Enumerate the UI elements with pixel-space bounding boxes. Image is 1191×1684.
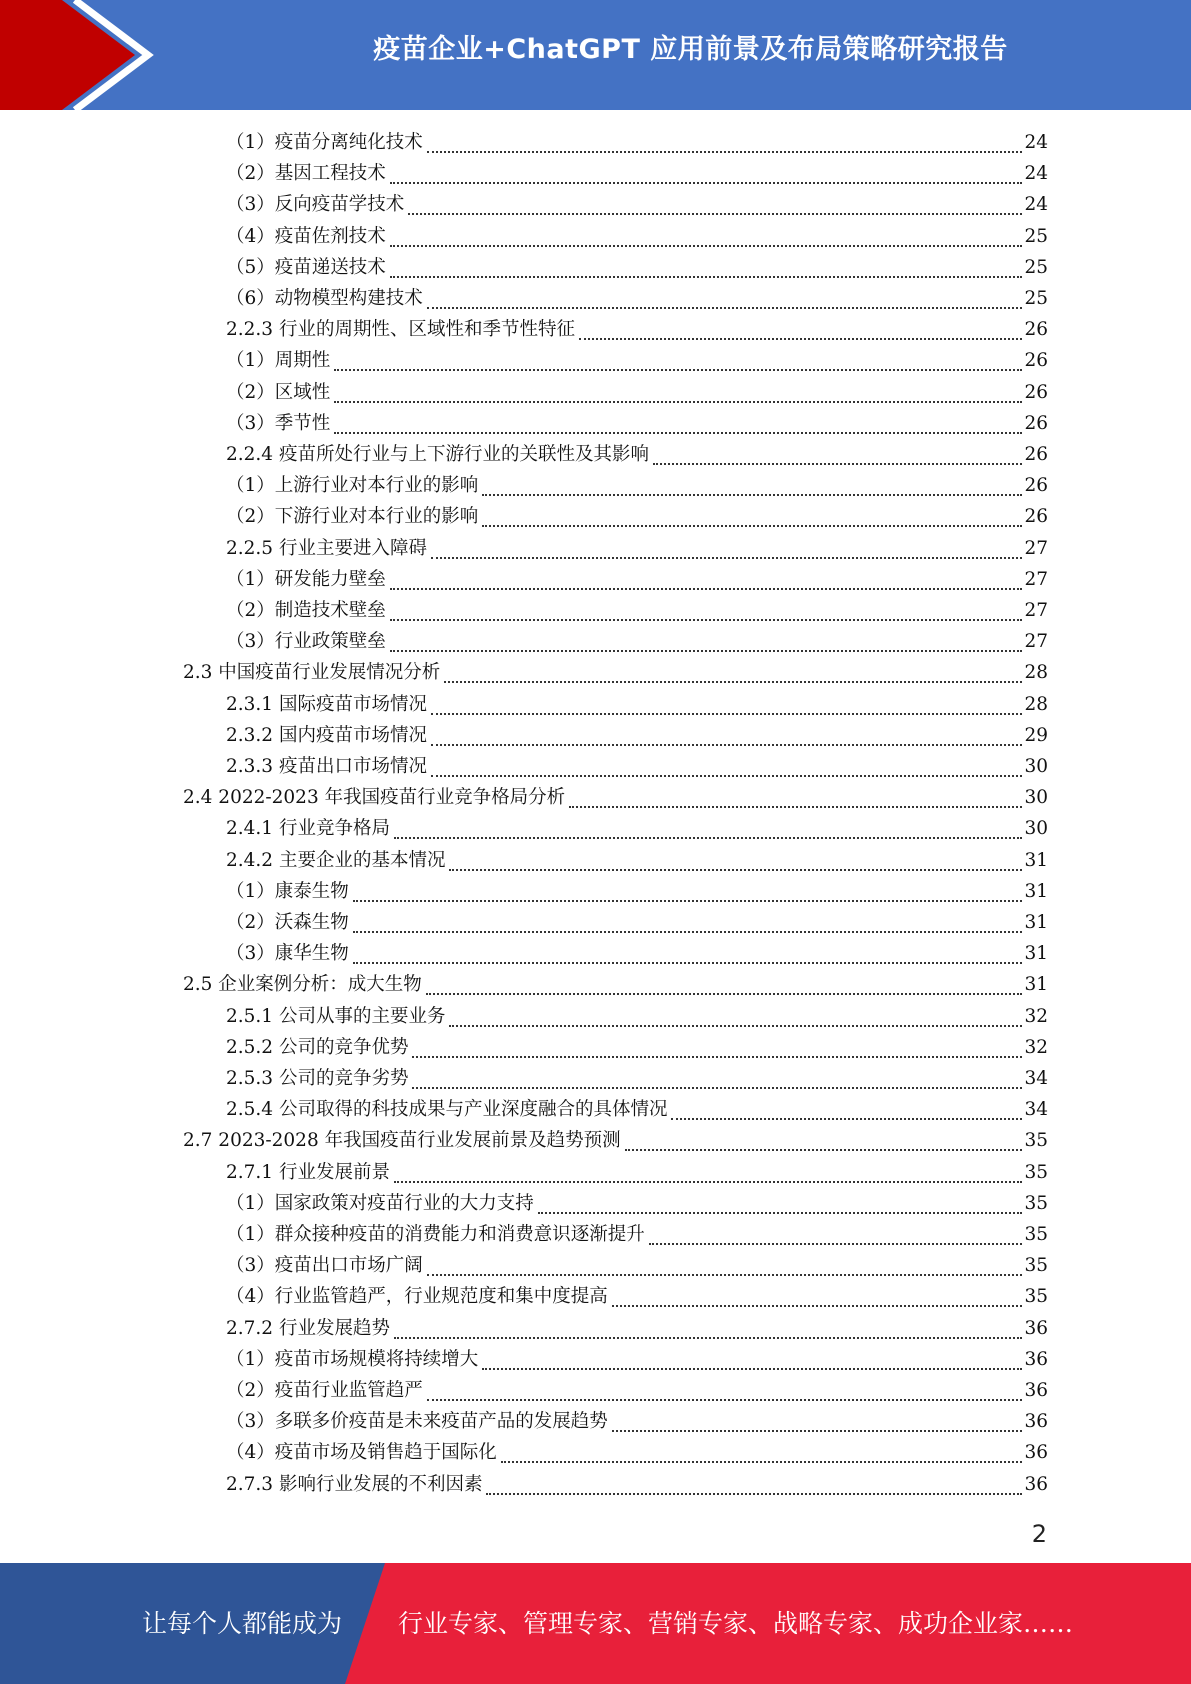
toc-entry[interactable] [226, 158, 1048, 189]
report-header [0, 0, 1191, 110]
toc-entry-label: 2.5 企业案例分析：成大生物 [183, 974, 422, 996]
toc-entry-label: 2.2.4 疫苗所处行业与上下游行业的关联性及其影响 [226, 444, 649, 465]
toc-entry[interactable] [226, 221, 1048, 252]
toc-entry-page: 26 [1024, 475, 1048, 497]
toc-dot-leader [412, 1056, 1022, 1058]
toc-entry-label: （3）行业政策壁垒 [226, 631, 386, 653]
toc-entry[interactable] [226, 533, 1048, 564]
toc-entry[interactable] [183, 782, 1048, 813]
toc-entry-page: 31 [1024, 880, 1048, 902]
toc-entry-page: 36 [1024, 1317, 1048, 1339]
toc-entry-page: 35 [1024, 1255, 1048, 1277]
report-footer [0, 1563, 1191, 1684]
toc-entry-label: （5）疫苗递送技术 [226, 256, 386, 278]
toc-entry-page: 25 [1024, 288, 1048, 309]
toc-entry-page: 26 [1024, 381, 1048, 403]
toc-dot-leader [431, 744, 1022, 746]
toc-entry-page: 26 [1024, 412, 1048, 434]
toc-entry-label: （4）疫苗佐剂技术 [226, 225, 386, 247]
toc-entry-label: （1）研发能力壁垒 [226, 568, 386, 590]
toc-entry-page: 31 [1024, 974, 1048, 996]
toc-entry-page: 31 [1024, 943, 1048, 965]
toc-dot-leader [612, 1305, 1023, 1307]
toc-entry-page: 24 [1024, 132, 1048, 153]
toc-entry-page: 28 [1024, 662, 1048, 684]
toc-entry-page: 35 [1024, 1286, 1048, 1308]
toc-dot-leader [482, 1368, 1022, 1370]
header-arrow-decoration [0, 0, 160, 110]
toc-dot-leader [390, 276, 1023, 278]
toc-entry[interactable] [226, 1001, 1048, 1032]
toc-dot-leader [353, 900, 1023, 902]
toc-entry[interactable] [226, 845, 1048, 876]
toc-entry-label: 2.3 中国疫苗行业发展情况分析 [183, 662, 441, 684]
toc-entry-page: 26 [1024, 350, 1048, 372]
toc-entry-label: 2.7.3 影响行业发展的不利因素 [226, 1473, 483, 1495]
toc-entry[interactable] [226, 1250, 1048, 1281]
toc-dot-leader [538, 1212, 1023, 1214]
toc-entry-page: 27 [1024, 537, 1048, 559]
toc-entry[interactable] [226, 595, 1048, 626]
toc-entry[interactable] [183, 969, 1048, 1000]
toc-dot-leader [579, 338, 1022, 340]
toc-entry-label: 2.3.2 国内疫苗市场情况 [226, 724, 427, 746]
toc-dot-leader [431, 775, 1022, 777]
toc-entry-label: （2）疫苗行业监管趋严 [226, 1380, 423, 1401]
toc-entry-label: 2.5.1 公司从事的主要业务 [226, 1005, 446, 1027]
page-number: 2 [1031, 1520, 1047, 1548]
toc-entry[interactable] [226, 470, 1048, 501]
toc-entry-page: 35 [1024, 1224, 1048, 1245]
toc-entry[interactable] [226, 1406, 1048, 1437]
toc-entry[interactable] [226, 1063, 1048, 1094]
toc-dot-leader [334, 401, 1022, 403]
toc-entry[interactable] [226, 1344, 1048, 1375]
toc-entry-label: （3）疫苗出口市场广阔 [226, 1255, 423, 1277]
toc-entry-page: 24 [1024, 194, 1048, 216]
toc-entry[interactable] [226, 252, 1048, 283]
toc-entry-label: 2.4 2022-2023 年我国疫苗行业竞争格局分析 [183, 787, 566, 809]
toc-entry-label: 2.5.2 公司的竞争优势 [226, 1036, 409, 1058]
toc-entry-page: 36 [1024, 1473, 1048, 1495]
toc-entry[interactable] [226, 283, 1048, 314]
toc-entry-page: 32 [1024, 1005, 1048, 1027]
toc-dot-leader [390, 588, 1023, 590]
toc-entry-label: （1）康泰生物 [226, 880, 349, 902]
toc-dot-leader [412, 1087, 1022, 1089]
toc-entry-page: 24 [1024, 163, 1048, 185]
toc-dot-leader [427, 307, 1023, 309]
toc-entry[interactable] [226, 127, 1048, 158]
toc-entry-page: 30 [1024, 787, 1048, 809]
toc-dot-leader [501, 1461, 1023, 1463]
toc-entry-label: （6）动物模型构建技术 [226, 288, 423, 309]
toc-entry-page: 31 [1024, 912, 1048, 933]
toc-dot-leader [394, 1337, 1022, 1339]
toc-entry-label: 2.4.2 主要企业的基本情况 [226, 849, 446, 871]
toc-entry-page: 35 [1024, 1130, 1048, 1152]
toc-entry-label: （1）周期性 [226, 350, 331, 372]
toc-dot-leader [449, 869, 1022, 871]
toc-entry-label: （2）区域性 [226, 381, 331, 403]
toc-entry-label: 2.7 2023-2028 年我国疫苗行业发展前景及趋势预测 [183, 1130, 621, 1152]
toc-entry-page: 34 [1024, 1068, 1048, 1089]
toc-entry-page: 35 [1024, 1161, 1048, 1183]
toc-dot-leader [390, 182, 1023, 184]
toc-entry-label: 2.3.3 疫苗出口市场情况 [226, 756, 427, 777]
toc-entry-label: （3）反向疫苗学技术 [226, 194, 405, 216]
toc-entry-label: 2.7.1 行业发展前景 [226, 1161, 390, 1183]
toc-entry-page: 25 [1024, 256, 1048, 278]
toc-entry-label: 2.5.3 公司的竞争劣势 [226, 1068, 409, 1089]
toc-dot-leader [431, 713, 1022, 715]
toc-entry-label: （3）多联多价疫苗是未来疫苗产品的发展趋势 [226, 1411, 608, 1433]
toc-entry[interactable] [226, 408, 1048, 439]
toc-entry-label: （1）疫苗市场规模将持续增大 [226, 1348, 479, 1370]
toc-entry-label: （4）行业监管趋严，行业规范度和集中度提高 [226, 1286, 608, 1308]
toc-entry-page: 29 [1024, 724, 1048, 746]
toc-entry-label: 2.5.4 公司取得的科技成果与产业深度融合的具体情况 [226, 1099, 668, 1121]
toc-dot-leader [431, 557, 1022, 559]
toc-entry-label: （1）上游行业对本行业的影响 [226, 475, 479, 497]
toc-dot-leader [427, 151, 1023, 153]
toc-entry[interactable] [226, 1157, 1048, 1188]
toc-entry-label: 2.2.5 行业主要进入障碍 [226, 537, 427, 559]
toc-entry-label: 2.7.2 行业发展趋势 [226, 1317, 390, 1339]
toc-entry[interactable] [226, 876, 1048, 907]
toc-entry-label: 2.2.3 行业的周期性、区域性和季节性特征 [226, 319, 575, 341]
toc-entry-page: 28 [1024, 693, 1048, 715]
toc-dot-leader [653, 463, 1022, 465]
toc-entry[interactable] [226, 1437, 1048, 1468]
toc-entry[interactable] [183, 657, 1048, 688]
toc-dot-leader [482, 525, 1022, 527]
toc-dot-leader [486, 1493, 1022, 1495]
toc-entry-label: （2）沃森生物 [226, 912, 349, 933]
toc-dot-leader [482, 494, 1022, 496]
toc-entry[interactable] [226, 377, 1048, 408]
footer-slogan-left: 让每个人都能成为 [142, 1609, 343, 1638]
toc-dot-leader [671, 1118, 1022, 1120]
toc-entry-label: （1）疫苗分离纯化技术 [226, 132, 423, 153]
toc-dot-leader [334, 432, 1022, 434]
toc-dot-leader [625, 1149, 1023, 1151]
toc-dot-leader [394, 837, 1022, 839]
toc-entry[interactable] [226, 689, 1048, 720]
footer-slogan-right: 行业专家、管理专家、营销专家、战略专家、成功企业家…… [398, 1609, 1074, 1638]
toc-dot-leader [334, 369, 1022, 371]
toc-entry-page: 36 [1024, 1348, 1048, 1370]
toc-dot-leader [390, 650, 1023, 652]
toc-entry-label: （2）基因工程技术 [226, 163, 386, 185]
toc-entry-label: （2）下游行业对本行业的影响 [226, 506, 479, 528]
toc-entry-label: 2.4.1 行业竞争格局 [226, 818, 390, 840]
toc-entry-page: 27 [1024, 600, 1048, 621]
toc-dot-leader [353, 931, 1023, 933]
toc-entry[interactable] [226, 1032, 1048, 1063]
toc-dot-leader [390, 619, 1023, 621]
toc-entry[interactable] [226, 1094, 1048, 1125]
toc-entry[interactable] [226, 751, 1048, 782]
toc-entry[interactable] [226, 189, 1048, 220]
toc-entry-label: （2）制造技术壁垒 [226, 600, 386, 621]
toc-entry-page: 30 [1024, 756, 1048, 777]
toc-entry[interactable] [226, 907, 1048, 938]
toc-entry-page: 31 [1024, 849, 1048, 871]
toc-entry[interactable] [226, 1313, 1048, 1344]
toc-dot-leader [394, 1181, 1022, 1183]
toc-entry-page: 26 [1024, 319, 1048, 341]
toc-entry-page: 36 [1024, 1411, 1048, 1433]
toc-entry[interactable] [226, 1469, 1048, 1500]
toc-dot-leader [569, 806, 1022, 808]
toc-entry-page: 35 [1024, 1192, 1048, 1214]
toc-entry-page: 27 [1024, 631, 1048, 653]
toc-entry[interactable] [226, 564, 1048, 595]
toc-dot-leader [427, 1274, 1023, 1276]
toc-entry-page: 25 [1024, 225, 1048, 247]
toc-dot-leader [649, 1243, 1023, 1245]
toc-entry[interactable] [183, 1125, 1048, 1156]
toc-entry-label: （1）国家政策对疫苗行业的大力支持 [226, 1192, 534, 1214]
toc-entry-page: 32 [1024, 1036, 1048, 1058]
toc-entry-page: 26 [1024, 506, 1048, 528]
toc-entry[interactable] [226, 626, 1048, 657]
toc-entry-page: 27 [1024, 568, 1048, 590]
toc-entry[interactable] [226, 720, 1048, 751]
toc-entry[interactable] [226, 439, 1048, 470]
toc-entry-label: （3）康华生物 [226, 943, 349, 965]
toc-entry-page: 30 [1024, 818, 1048, 840]
toc-dot-leader [612, 1430, 1023, 1432]
toc-entry-label: （1）群众接种疫苗的消费能力和消费意识逐渐提升 [226, 1224, 645, 1245]
toc-dot-leader [444, 681, 1022, 683]
toc-entry[interactable] [226, 1375, 1048, 1406]
toc-entry-page: 34 [1024, 1099, 1048, 1121]
toc-entry[interactable] [226, 345, 1048, 376]
toc-entry[interactable] [226, 938, 1048, 969]
toc-entry[interactable] [226, 1188, 1048, 1219]
toc-entry[interactable] [226, 1281, 1048, 1312]
toc-dot-leader [426, 993, 1023, 995]
toc-entry-label: （3）季节性 [226, 412, 331, 434]
toc-entry-page: 36 [1024, 1442, 1048, 1464]
toc-entry[interactable] [226, 813, 1048, 844]
toc-entry[interactable] [226, 501, 1048, 532]
report-title: 疫苗企业+ChatGPT 应用前景及布局策略研究报告 [373, 34, 1008, 65]
toc-dot-leader [449, 1025, 1022, 1027]
toc-dot-leader [427, 1399, 1023, 1401]
toc-entry-label: （4）疫苗市场及销售趋于国际化 [226, 1442, 497, 1464]
toc-dot-leader [390, 245, 1023, 247]
toc-entry-page: 36 [1024, 1380, 1048, 1401]
toc-entry[interactable] [226, 1219, 1048, 1250]
toc-entry-page: 26 [1024, 444, 1048, 465]
toc-dot-leader [408, 213, 1022, 215]
toc-entry-label: 2.3.1 国际疫苗市场情况 [226, 693, 427, 715]
toc-dot-leader [353, 962, 1023, 964]
toc-entry[interactable] [226, 314, 1048, 345]
